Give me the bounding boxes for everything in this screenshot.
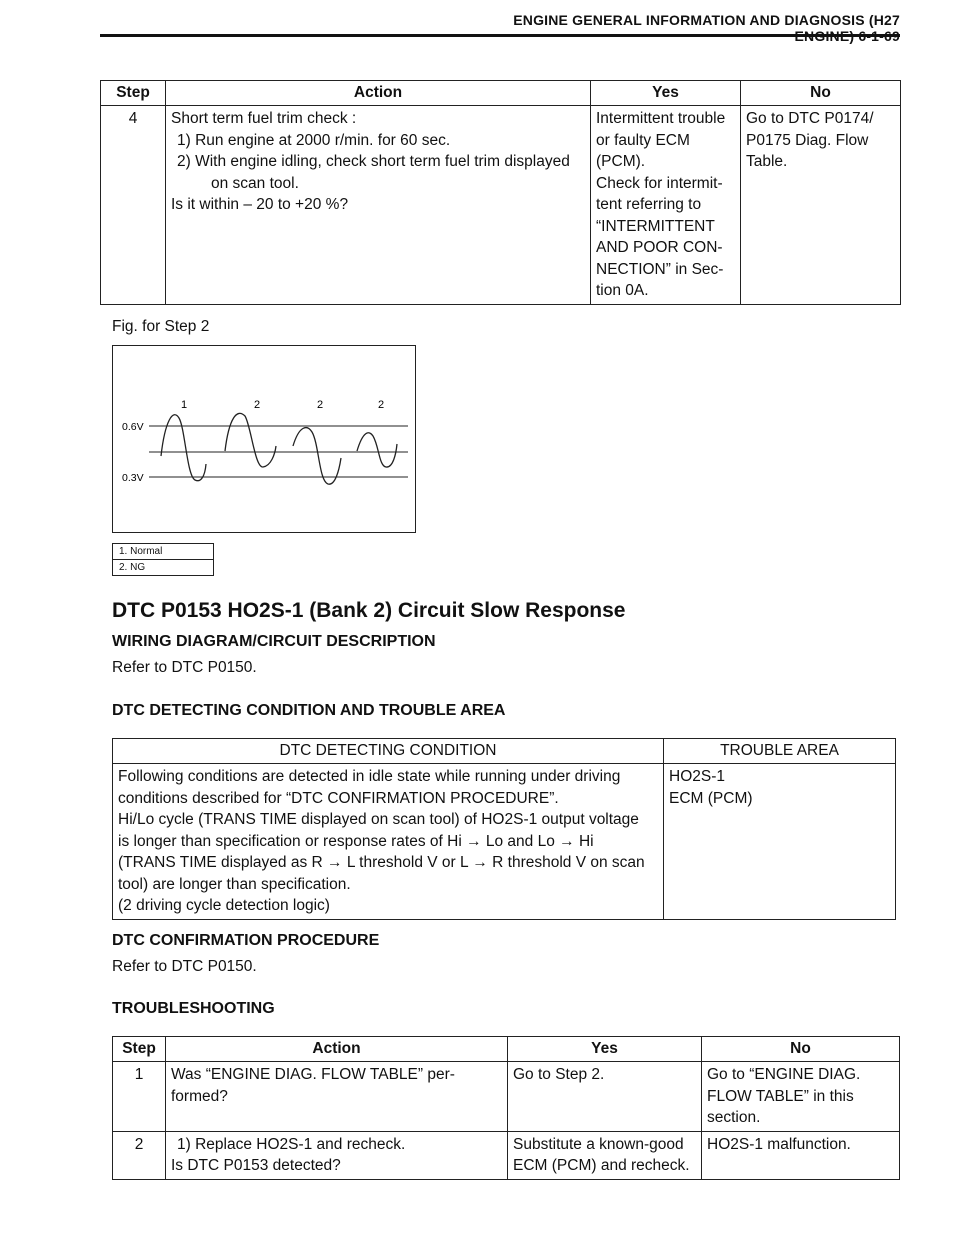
table-header-row	[101, 81, 901, 106]
step4-table	[100, 80, 901, 305]
condition-line: Following conditions are detected in idle state while running under driving	[118, 768, 621, 785]
ng-waveform-1	[225, 413, 276, 467]
yes-line: Substitute a known-good	[513, 1135, 684, 1153]
detect-heading: DTC DETECTING CONDITION AND TROUBLE AREA	[112, 702, 506, 719]
condition-line: conditions described for “DTC CONFIRMATION PROCEDURE”.	[118, 789, 559, 807]
condition-line: (2 driving cycle detection logic)	[118, 897, 330, 914]
no-line: Table.	[746, 153, 788, 170]
yes-cell	[508, 1131, 702, 1179]
table-row	[101, 106, 901, 305]
figure-legend	[112, 543, 214, 576]
voltage-label-high: 0.6V	[122, 421, 144, 433]
step-number: 2	[113, 1131, 166, 1179]
action-cell	[166, 1131, 508, 1179]
no-line: Go to DTC P0174/	[746, 110, 874, 127]
action-cell	[166, 106, 591, 305]
confirm-heading: DTC CONFIRMATION PROCEDURE	[112, 932, 380, 949]
no-cell	[741, 106, 901, 305]
yes-line: (PCM).	[596, 153, 646, 170]
label-normal-number: 1	[181, 399, 188, 411]
table-row	[113, 764, 896, 920]
col-no: No	[702, 1037, 900, 1062]
yes-line: or faulty ECM	[596, 131, 690, 149]
yes-cell	[508, 1062, 702, 1132]
col-yes: Yes	[508, 1037, 702, 1062]
col-action: Action	[166, 81, 591, 106]
table-row	[113, 1062, 900, 1132]
page-header: ENGINE GENERAL INFORMATION AND DIAGNOSIS (H27 ENGINE) 6-1-69	[513, 12, 900, 44]
yes-line: “INTERMITTENT	[596, 217, 715, 235]
wiring-heading: WIRING DIAGRAM/CIRCUIT DESCRIPTION	[112, 633, 436, 650]
trouble-area-cell	[664, 764, 896, 920]
ng-waveform-3	[357, 433, 397, 467]
no-line: P0175 Diag. Flow	[746, 131, 869, 149]
no-line: section.	[707, 1109, 761, 1126]
col-condition: DTC DETECTING CONDITION	[113, 739, 664, 764]
condition-line: is longer than specification or response rates of Hi → Lo and Lo → Hi	[118, 832, 594, 850]
action-line: Is DTC P0153 detected?	[171, 1157, 341, 1174]
col-no: No	[741, 81, 901, 106]
yes-line: ECM (PCM) and recheck.	[513, 1157, 690, 1174]
step-number: 4	[101, 106, 166, 305]
legend-item: 2. NG	[113, 560, 214, 576]
action-line: Is it within – 20 to +20 %?	[171, 196, 349, 213]
col-step: Step	[113, 1037, 166, 1062]
no-line: FLOW TABLE” in this	[707, 1087, 854, 1105]
action-line: Was “ENGINE DIAG. FLOW TABLE” per-	[171, 1066, 455, 1083]
col-action: Action	[166, 1037, 508, 1062]
voltage-label-low: 0.3V	[122, 472, 144, 484]
condition-line: Hi/Lo cycle (TRANS TIME displayed on scan tool) of HO2S-1 output voltage	[118, 811, 639, 828]
yes-line: AND POOR CON-	[596, 239, 723, 256]
action-line: 1) Replace HO2S-1 and recheck.	[177, 1135, 406, 1153]
yes-line: tion 0A.	[596, 282, 649, 299]
no-line: Go to “ENGINE DIAG.	[707, 1066, 861, 1083]
no-line: HO2S-1 malfunction.	[707, 1135, 851, 1153]
table-row	[113, 1131, 900, 1179]
yes-line: Intermittent trouble	[596, 110, 726, 127]
troubleshooting-table	[112, 1036, 900, 1180]
header-rule	[100, 34, 900, 37]
normal-waveform	[161, 415, 206, 481]
yes-line: tent referring to	[596, 196, 702, 213]
yes-line: Go to Step 2.	[513, 1066, 605, 1083]
legend-item: 1. Normal	[113, 544, 214, 560]
label-ng-number: 2	[378, 399, 385, 411]
action-line: on scan tool.	[211, 174, 299, 192]
step-number: 1	[113, 1062, 166, 1132]
table-header-row	[113, 1037, 900, 1062]
area-line: ECM (PCM)	[669, 789, 753, 807]
table-header-row	[113, 739, 896, 764]
yes-line: Check for intermit-	[596, 174, 723, 192]
col-step: Step	[101, 81, 166, 106]
action-cell	[166, 1062, 508, 1132]
label-ng-number: 2	[254, 399, 261, 411]
ng-waveform-2	[293, 428, 341, 485]
action-line: 2) With engine idling, check short term fuel trim displayed	[177, 153, 570, 170]
area-line: HO2S-1	[669, 768, 725, 785]
col-yes: Yes	[591, 81, 741, 106]
yes-cell	[591, 106, 741, 305]
waveform-diagram	[113, 346, 415, 532]
wiring-text: Refer to DTC P0150.	[112, 659, 257, 676]
confirm-text: Refer to DTC P0150.	[112, 958, 257, 975]
action-line: formed?	[171, 1087, 228, 1105]
condition-line: (TRANS TIME displayed as R → L threshold V or L → R threshold V on scan	[118, 854, 645, 871]
yes-line: NECTION” in Sec-	[596, 260, 724, 278]
no-cell	[702, 1131, 900, 1179]
section-title: DTC P0153 HO2S-1 (Bank 2) Circuit Slow Response	[112, 599, 626, 622]
troubleshooting-heading: TROUBLESHOOTING	[112, 1000, 275, 1017]
label-ng-number: 2	[317, 399, 324, 411]
no-cell	[702, 1062, 900, 1132]
action-line: 1) Run engine at 2000 r/min. for 60 sec.	[177, 131, 451, 149]
condition-cell	[113, 764, 664, 920]
waveform-figure	[112, 345, 416, 533]
detecting-condition-table	[112, 738, 896, 920]
figure-caption: Fig. for Step 2	[112, 318, 210, 335]
col-trouble-area: TROUBLE AREA	[664, 739, 896, 764]
condition-line: tool) are longer than specification.	[118, 875, 351, 893]
action-line: Short term fuel trim check :	[171, 110, 357, 127]
